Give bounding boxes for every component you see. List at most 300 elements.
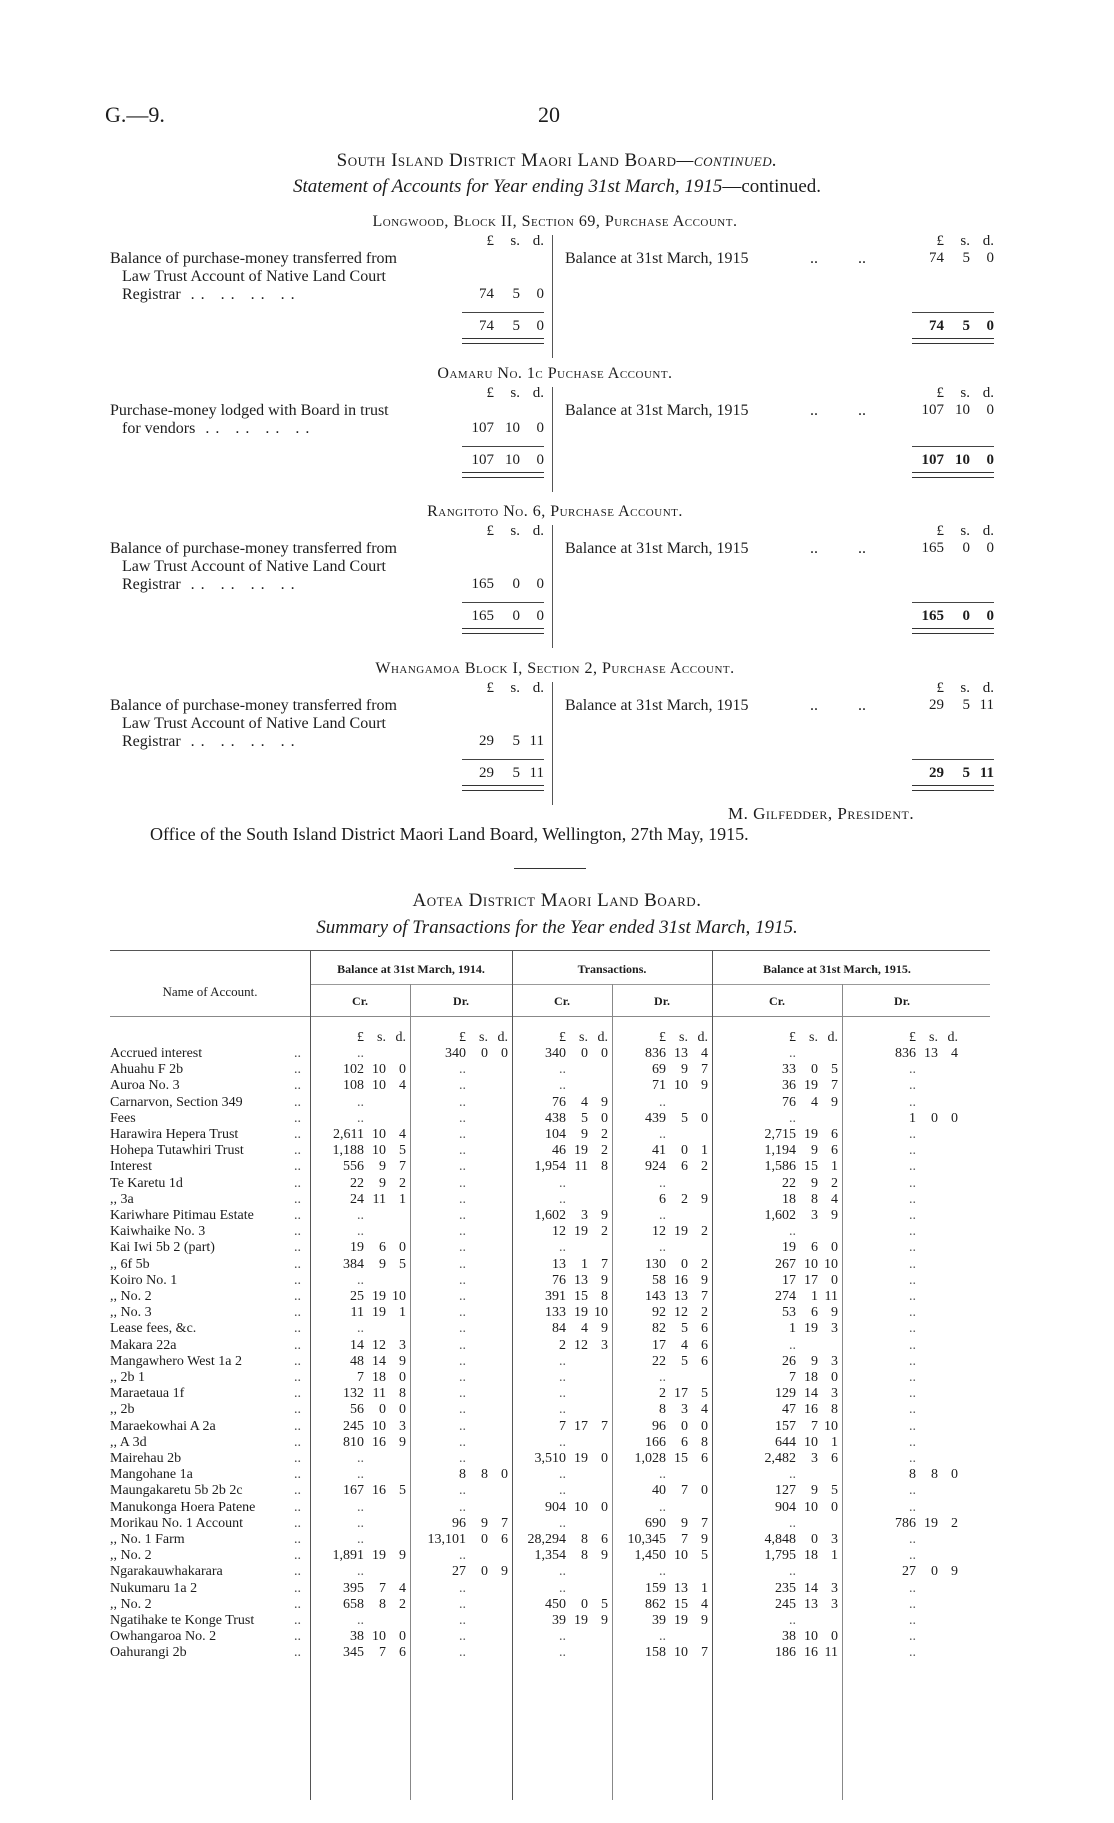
account-title: Rangitoto No. 6, Purchase Account.: [427, 503, 683, 520]
amount-p: 22: [652, 1353, 666, 1369]
empty-mark: ..: [909, 1143, 916, 1159]
currency-cell: [756, 1030, 838, 1046]
amount-cell: [876, 1208, 916, 1224]
amount-cell: [876, 1321, 916, 1337]
amount-p: 438: [545, 1110, 566, 1126]
empty-mark: ..: [909, 1629, 916, 1645]
amount-p: 17: [782, 1272, 796, 1288]
row-leader: ..: [294, 1289, 301, 1304]
amount-s: 19: [924, 1515, 938, 1531]
amount-p: 450: [545, 1596, 566, 1612]
amount-cell: [324, 1581, 406, 1597]
amount-p: 47: [782, 1402, 796, 1418]
statement-title-text: Statement of Accounts for Year ending 31st March, 1915: [292, 176, 723, 197]
debit-total-p: 29: [479, 765, 494, 781]
amount-p: 76: [552, 1094, 566, 1110]
amount-d: 7: [701, 1289, 708, 1304]
table-row: [110, 1046, 990, 1062]
right-currency-header: [910, 385, 994, 402]
amount-cell: [876, 1192, 916, 1208]
amount-cell: [876, 1419, 916, 1435]
credit-double-rule: [912, 472, 994, 478]
amount-p: 690: [645, 1515, 666, 1531]
amount-d: 5: [831, 1483, 838, 1499]
amount-cell: [626, 1273, 708, 1289]
amount-p: 556: [343, 1159, 364, 1175]
amount-p: 71: [652, 1078, 666, 1094]
table-row: [110, 1402, 990, 1418]
empty-mark: ..: [357, 1224, 364, 1240]
table-row: [110, 1581, 990, 1597]
empty-mark: ..: [357, 1564, 364, 1580]
amount-d: 1: [399, 1305, 406, 1321]
empty-mark: ..: [909, 1191, 916, 1207]
currency-p: £: [909, 1030, 916, 1045]
aotea-title: Aotea District Maori Land Board.: [412, 890, 702, 911]
amount-s: 4: [681, 1337, 688, 1353]
amount-p: 7: [559, 1418, 566, 1434]
row-leader: ..: [294, 1645, 301, 1661]
amount-p: 1,354: [534, 1548, 566, 1564]
amount-s: 10: [804, 1629, 818, 1645]
debit-line: Purchase-money lodged with Board in trust: [110, 402, 389, 419]
amount-cell: [756, 1597, 838, 1613]
credit-total-s: 5: [962, 765, 970, 781]
empty-mark: ..: [357, 1451, 364, 1466]
empty-mark: ..: [459, 1418, 466, 1434]
amount-s: 7: [681, 1483, 688, 1499]
amount-d: 6: [701, 1337, 708, 1353]
col-bal1914-header: Balance at 31st March, 1914.: [337, 962, 485, 976]
empty-mark: ..: [659, 1240, 666, 1256]
amount-cell: [876, 1159, 916, 1175]
amount-s: 9: [811, 1483, 818, 1499]
amount-cell: [876, 1629, 916, 1645]
amount-p: 24: [350, 1191, 364, 1207]
credit-total-p: 74: [929, 318, 944, 334]
amount-p: 2,611: [333, 1127, 364, 1142]
amount-s: 19: [804, 1078, 818, 1094]
table-row: [110, 1208, 990, 1224]
account-name: Accrued interest: [110, 1046, 203, 1061]
amount-s: 14: [804, 1386, 818, 1402]
amount-cell: [876, 1402, 916, 1418]
amount-cell: [526, 1240, 566, 1256]
amount-d: 2: [601, 1127, 608, 1142]
amount-s: 17: [674, 1386, 688, 1402]
amount-cell: [626, 1095, 666, 1111]
credit-double-rule: [912, 785, 994, 791]
amount-cell: [426, 1564, 508, 1580]
debit-double-rule: [462, 472, 544, 478]
currency-p: £: [559, 1030, 566, 1045]
empty-mark: ..: [459, 1483, 466, 1499]
account-name: Nukumaru 1a 2: [110, 1580, 198, 1596]
amount-d: 3: [831, 1580, 838, 1596]
amount-cell: [324, 1078, 406, 1094]
amount-d: 9: [399, 1353, 406, 1369]
table-row: [110, 1613, 990, 1629]
amount-s: 6: [681, 1434, 688, 1450]
amount-d: 8: [601, 1289, 608, 1304]
debit-line: Law Trust Account of Native Land Court: [122, 558, 386, 575]
amount-p: 53: [782, 1305, 796, 1321]
amount-d: 9: [951, 1564, 958, 1580]
empty-mark: ..: [459, 1062, 466, 1078]
amount-cell: [426, 1273, 466, 1289]
amount-cell: [876, 1386, 916, 1402]
amount-cell: [876, 1645, 916, 1661]
amount-cell: [626, 1257, 708, 1273]
credit-total-d: 0: [986, 318, 994, 334]
amount-cell: [876, 1532, 916, 1548]
amount-p: 2,482: [764, 1451, 796, 1466]
amount-s: 8: [811, 1191, 818, 1207]
credit-amount-d: 0: [986, 250, 994, 266]
debit-amount-s: 5: [512, 286, 520, 302]
empty-mark: ..: [459, 1386, 466, 1402]
account-name: Makara 22a: [110, 1337, 177, 1353]
amount-s: 10: [674, 1078, 688, 1094]
amount-p: 41: [652, 1143, 666, 1159]
debit-total-s: 10: [505, 452, 520, 468]
amount-p: 8: [659, 1402, 666, 1418]
amount-d: 2: [601, 1224, 608, 1240]
amount-d: 2: [701, 1256, 708, 1272]
left-currency-header-s: s.: [510, 523, 520, 539]
amount-cell: [876, 1354, 916, 1370]
account-name: Te Karetu 1d: [110, 1175, 183, 1191]
amount-p: 7: [357, 1370, 364, 1385]
credit-total-p: 107: [921, 452, 944, 468]
debit-double-rule: [462, 338, 544, 344]
amount-s: 10: [372, 1143, 386, 1159]
amount-s: 13: [924, 1046, 938, 1061]
amount-cell: [426, 1046, 508, 1062]
amount-cell: [876, 1483, 916, 1499]
amount-d: 9: [831, 1208, 838, 1223]
amount-d: 9: [701, 1078, 708, 1094]
credit-amount-s: 10: [955, 402, 970, 418]
credit-total: [910, 318, 994, 335]
amount-cell: [756, 1645, 838, 1661]
empty-mark: ..: [909, 1613, 916, 1628]
amount-cell: [324, 1532, 364, 1548]
debit-amount-p: 107: [471, 420, 494, 436]
right-currency-header: [910, 523, 994, 540]
empty-mark: ..: [459, 1110, 466, 1126]
empty-mark: ..: [909, 1451, 916, 1466]
empty-mark: ..: [559, 1564, 566, 1580]
amount-cell: [626, 1240, 666, 1256]
credit-leader: .. ..: [810, 697, 866, 714]
left-currency-header-s: s.: [510, 385, 520, 401]
account-name: Kaiwhaike No. 3: [110, 1224, 206, 1240]
currency-d: d.: [947, 1030, 958, 1045]
credit-leader: .. ..: [810, 540, 866, 557]
account-name: Owhangaroa No. 2: [110, 1629, 217, 1645]
amount-s: 0: [811, 1062, 818, 1078]
currency-d: d.: [497, 1030, 508, 1045]
amount-d: 3: [831, 1321, 838, 1337]
amount-d: 9: [601, 1208, 608, 1223]
amount-cell: [756, 1419, 838, 1435]
amount-cell: [876, 1581, 916, 1597]
amount-cell: [626, 1581, 708, 1597]
col-name-header: Name of Account.: [162, 984, 258, 999]
empty-mark: ..: [909, 1370, 916, 1385]
debit-description: [110, 697, 455, 751]
empty-mark: ..: [559, 1402, 566, 1418]
right-currency-header-p: £: [936, 233, 944, 249]
amount-cell: [876, 1338, 916, 1354]
amount-d: 6: [831, 1451, 838, 1466]
debit-double-rule: [462, 628, 544, 634]
table-row: [110, 1564, 990, 1580]
amount-cell: [426, 1516, 508, 1532]
page-number: 20: [538, 102, 560, 127]
amount-d: 3: [831, 1596, 838, 1612]
row-leader: ..: [294, 1224, 301, 1240]
amount-p: 1,954: [534, 1159, 566, 1175]
empty-mark: ..: [909, 1094, 916, 1110]
amount-s: 10: [674, 1645, 688, 1661]
amount-p: 12: [552, 1224, 566, 1240]
amount-cell: [426, 1645, 466, 1661]
amount-d: 4: [831, 1191, 838, 1207]
amount-d: 0: [399, 1370, 406, 1385]
amount-s: 12: [372, 1337, 386, 1353]
amount-s: 3: [681, 1402, 688, 1418]
empty-mark: ..: [559, 1645, 566, 1661]
amount-p: 39: [552, 1613, 566, 1628]
amount-cell: [626, 1645, 708, 1661]
empty-mark: ..: [789, 1046, 796, 1061]
amount-s: 8: [481, 1467, 488, 1483]
table-row: [110, 1078, 990, 1094]
empty-mark: ..: [909, 1386, 916, 1402]
table-row: [110, 1516, 990, 1532]
amount-d: 6: [831, 1127, 838, 1142]
amount-cell: [526, 1435, 566, 1451]
amount-s: 19: [674, 1613, 688, 1628]
amount-cell: [876, 1273, 916, 1289]
amount-cell: [526, 1159, 608, 1175]
amount-p: 439: [645, 1110, 666, 1126]
amount-s: 5: [681, 1353, 688, 1369]
col-bal1915-header: Balance at 31st March, 1915.: [763, 962, 911, 976]
amount-d: 0: [831, 1272, 838, 1288]
account-title: Longwood, Block II, Section 69, Purchase Account.: [372, 213, 738, 230]
row-leader: ..: [294, 1046, 301, 1061]
table-row: [110, 1062, 990, 1078]
account-title: Oamaru No. 1c Puchase Account.: [437, 365, 673, 382]
left-currency-header: [460, 680, 544, 697]
amount-cell: [626, 1613, 708, 1629]
empty-mark: ..: [459, 1224, 466, 1240]
amount-cell: [626, 1597, 708, 1613]
row-leader: ..: [294, 1548, 301, 1564]
credit-amount: [910, 402, 994, 419]
amount-cell: [876, 1516, 958, 1532]
row-leader: ..: [294, 1613, 301, 1628]
amount-d: 0: [831, 1240, 838, 1256]
leader-dots: .. .. .. ..: [180, 576, 301, 593]
currency-p: £: [459, 1030, 466, 1045]
amount-cell: [756, 1078, 838, 1094]
empty-mark: ..: [559, 1370, 566, 1385]
amount-p: 27: [452, 1564, 466, 1580]
empty-mark: ..: [559, 1175, 566, 1191]
amount-s: 1: [581, 1256, 588, 1272]
empty-mark: ..: [559, 1580, 566, 1596]
account-name: Maungakaretu 5b 2b 2c: [110, 1483, 243, 1499]
amount-cell: [324, 1516, 364, 1532]
table-top-rule: [110, 950, 990, 951]
amount-d: 9: [701, 1272, 708, 1288]
empty-mark: ..: [459, 1613, 466, 1628]
amount-p: 862: [645, 1596, 666, 1612]
row-leader: ..: [294, 1305, 301, 1321]
amount-p: 129: [775, 1386, 796, 1402]
amount-cell: [876, 1564, 958, 1580]
amount-cell: [526, 1078, 566, 1094]
amount-cell: [324, 1564, 364, 1580]
amount-cell: [526, 1645, 566, 1661]
account-name: ,, 2b 1: [110, 1370, 145, 1385]
amount-s: 11: [372, 1191, 386, 1207]
debit-amount-p: 29: [479, 733, 494, 749]
debit-total-s: 5: [512, 765, 520, 781]
table-row: [110, 1095, 990, 1111]
currency-p: £: [357, 1030, 364, 1045]
table-row: [110, 1451, 990, 1467]
amount-cell: [526, 1224, 608, 1240]
amount-s: 18: [372, 1370, 386, 1385]
amount-cell: [324, 1548, 406, 1564]
empty-mark: ..: [559, 1353, 566, 1369]
amount-cell: [324, 1143, 406, 1159]
row-leader: ..: [294, 1062, 301, 1078]
amount-s: 10: [372, 1629, 386, 1645]
empty-mark: ..: [909, 1305, 916, 1321]
amount-cell: [626, 1370, 666, 1386]
account-name: Mangohane 1a: [110, 1467, 193, 1483]
currency-s: s.: [809, 1030, 818, 1045]
amount-cell: [876, 1289, 916, 1305]
amount-cell: [876, 1613, 916, 1629]
credit-total-p: 165: [921, 608, 944, 624]
amount-s: 12: [674, 1305, 688, 1321]
amount-d: 5: [601, 1596, 608, 1612]
currency-s: s.: [579, 1030, 588, 1045]
amount-s: 13: [674, 1046, 688, 1061]
amount-d: 5: [399, 1143, 406, 1159]
amount-p: 395: [343, 1580, 364, 1596]
amount-d: 0: [701, 1483, 708, 1499]
amount-p: 76: [552, 1272, 566, 1288]
empty-mark: ..: [659, 1564, 666, 1580]
empty-mark: ..: [459, 1078, 466, 1094]
credit-amount-s: 5: [962, 250, 970, 266]
table-row: [110, 1370, 990, 1386]
amount-cell: [626, 1289, 708, 1305]
credit-total-rule: [912, 759, 994, 760]
left-currency-header-s: s.: [510, 233, 520, 249]
amount-cell: [426, 1597, 466, 1613]
empty-mark: ..: [357, 1613, 364, 1628]
account-name: Fees: [110, 1110, 136, 1126]
amount-cell: [756, 1483, 838, 1499]
debit-description: [110, 540, 455, 594]
amount-p: 186: [775, 1645, 796, 1661]
row-leader: ..: [294, 1110, 301, 1126]
amount-cell: [626, 1402, 708, 1418]
amount-s: 7: [379, 1645, 386, 1661]
amount-s: 19: [804, 1321, 818, 1337]
empty-mark: ..: [357, 1515, 364, 1531]
ledger-divider: [552, 682, 553, 805]
empty-mark: ..: [909, 1062, 916, 1078]
amount-d: 11: [824, 1289, 838, 1304]
amount-cell: [526, 1419, 608, 1435]
row-leader: ..: [294, 1483, 301, 1499]
amount-cell: [426, 1111, 466, 1127]
amount-p: 92: [652, 1305, 666, 1321]
amount-s: 6: [681, 1159, 688, 1175]
amount-cell: [756, 1402, 838, 1418]
amount-cell: [324, 1338, 406, 1354]
amount-cell: [426, 1257, 466, 1273]
amount-cell: [526, 1192, 566, 1208]
amount-p: 19: [350, 1240, 364, 1256]
amount-cell: [626, 1435, 708, 1451]
debit-line: Registrar .. .. .. ..: [122, 576, 301, 593]
amount-cell: [876, 1176, 916, 1192]
row-leader: ..: [294, 1386, 301, 1402]
amount-s: 10: [804, 1499, 818, 1515]
account-name: Ngatihake te Konge Trust: [110, 1613, 255, 1628]
credit-amount-p: 29: [929, 697, 944, 713]
row-leader: ..: [294, 1451, 301, 1466]
amount-p: 2: [559, 1337, 566, 1353]
right-currency-header-d: d.: [982, 233, 994, 249]
board-title-continued: —continued.: [676, 150, 778, 171]
amount-d: 7: [701, 1645, 708, 1661]
left-currency-header: [460, 523, 544, 540]
empty-mark: ..: [789, 1564, 796, 1580]
amount-cell: [324, 1451, 364, 1467]
amount-s: 15: [674, 1596, 688, 1612]
credit-description: Balance at 31st March, 1915: [565, 402, 749, 419]
debit-amount-s: 10: [505, 420, 520, 436]
debit-line: Balance of purchase-money transferred from: [110, 540, 397, 557]
amount-p: 82: [652, 1321, 666, 1337]
amount-d: 2: [399, 1596, 406, 1612]
table-row: [110, 1483, 990, 1499]
amount-cell: [426, 1532, 508, 1548]
amount-d: 9: [601, 1272, 608, 1288]
amount-s: 19: [574, 1451, 588, 1466]
amount-cell: [426, 1289, 466, 1305]
empty-mark: ..: [909, 1175, 916, 1191]
amount-cell: [526, 1597, 608, 1613]
amount-cell: [526, 1532, 608, 1548]
row-leader: ..: [294, 1078, 301, 1094]
row-leader: ..: [294, 1272, 301, 1288]
account-name: ,, No. 3: [110, 1305, 152, 1321]
table-row: [110, 1143, 990, 1159]
